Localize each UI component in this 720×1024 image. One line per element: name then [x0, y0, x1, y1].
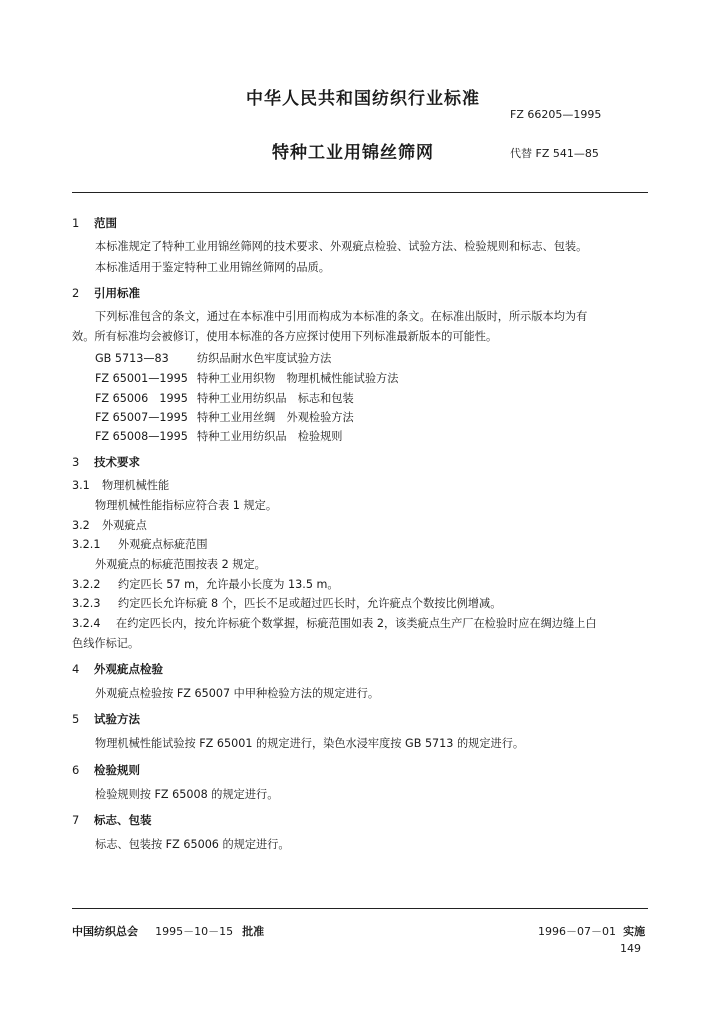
clause-3-2-4-line-1: 3.2.4 在约定匹长内，按允许标疵个数掌握，标疵范围如表 2，该类疵点生产厂在检验时应在绸边缝上白	[72, 617, 597, 630]
reference-item: FZ 65001—1995 特种工业用织物 物理机械性能试验方法	[95, 372, 399, 385]
section-2-para-line-1: 下列标准包含的条文，通过在本标准中引用而构成为本标准的条文。在标准出版时，所示版本均为有	[95, 310, 588, 323]
footer-rule	[72, 908, 648, 909]
section-1-heading: 1 范围	[72, 216, 117, 230]
approval-line	[72, 920, 264, 939]
reference-item: FZ 65008—1995 特种工业用纺织品 检验规则	[95, 430, 343, 443]
section-1-para-2: 本标准适用于鉴定特种工业用锦丝筛网的品质。	[95, 261, 330, 274]
reference-item: FZ 65006 1995 特种工业用纺织品 标志和包装	[95, 392, 354, 405]
implementation-label: 实施	[623, 925, 646, 938]
section-7-text: 标志、包装按 FZ 65006 的规定进行。	[95, 838, 290, 851]
clause-3-1-text: 物理机械性能指标应符合表 1 规定。	[95, 499, 278, 512]
section-6-heading: 6 检验规则	[72, 763, 140, 777]
section-6-text: 检验规则按 FZ 65008 的规定进行。	[95, 788, 279, 801]
header-rule	[72, 192, 648, 193]
section-2-para-line-2: 效。所有标准均会被修订，使用本标准的各方应探讨使用下列标准最新版本的可能性。	[72, 330, 498, 343]
section-4-heading: 4 外观疵点检验	[72, 662, 163, 676]
clause-3-2-1-heading: 3.2.1 外观疵点标疵范围	[72, 538, 208, 551]
section-7-heading: 7 标志、包装	[72, 813, 152, 827]
clause-3-2-heading: 3.2 外观疵点	[72, 519, 147, 532]
clause-3-1-heading: 3.1 物理机械性能	[72, 479, 170, 492]
reference-item: FZ 65007—1995 特种工业用丝绸 外观检验方法	[95, 411, 354, 424]
section-2-heading: 2 引用标准	[72, 286, 140, 300]
section-5-heading: 5 试验方法	[72, 712, 140, 726]
section-4-text: 外观疵点检验按 FZ 65007 中甲种检验方法的规定进行。	[95, 687, 380, 700]
section-5-text: 物理机械性能试验按 FZ 65001 的规定进行，染色水浸牢度按 GB 5713 的规定进行。	[95, 737, 525, 750]
replaces-code: 代替 FZ 541—85	[510, 147, 599, 160]
document-title: 特种工业用锦丝筛网	[272, 143, 434, 163]
clause-3-2-2: 3.2.2 约定匹长 57 m，允许最小长度为 13.5 m。	[72, 578, 339, 591]
approved-label: 批准	[242, 925, 265, 938]
section-1-para-1: 本标准规定了特种工业用锦丝筛网的技术要求、外观疵点检验、试验方法、检验规则和标志、包装。	[95, 240, 588, 253]
clause-3-2-1-text: 外观疵点的标疵范围按表 2 规定。	[95, 558, 266, 571]
clause-3-2-4-line-2: 色线作标记。	[72, 637, 140, 650]
section-3-heading: 3 技术要求	[72, 455, 140, 469]
implementation-date: 1996－07－01	[538, 925, 616, 938]
clause-3-2-3: 3.2.3 约定匹长允许标疵 8 个，匹长不足或超过匹长时，允许疵点个数按比例增减。	[72, 597, 502, 610]
standard-category: 中华人民共和国纺织行业标准	[246, 89, 480, 109]
standard-code: FZ 66205—1995	[510, 108, 602, 121]
issuer: 中国纺织总会	[72, 925, 138, 938]
approved-date: 1995－10－15	[155, 925, 234, 938]
page-number: 149	[620, 942, 641, 955]
implementation-line	[538, 920, 645, 939]
reference-item: GB 5713—83 纺织品耐水色牢度试验方法	[95, 352, 332, 365]
